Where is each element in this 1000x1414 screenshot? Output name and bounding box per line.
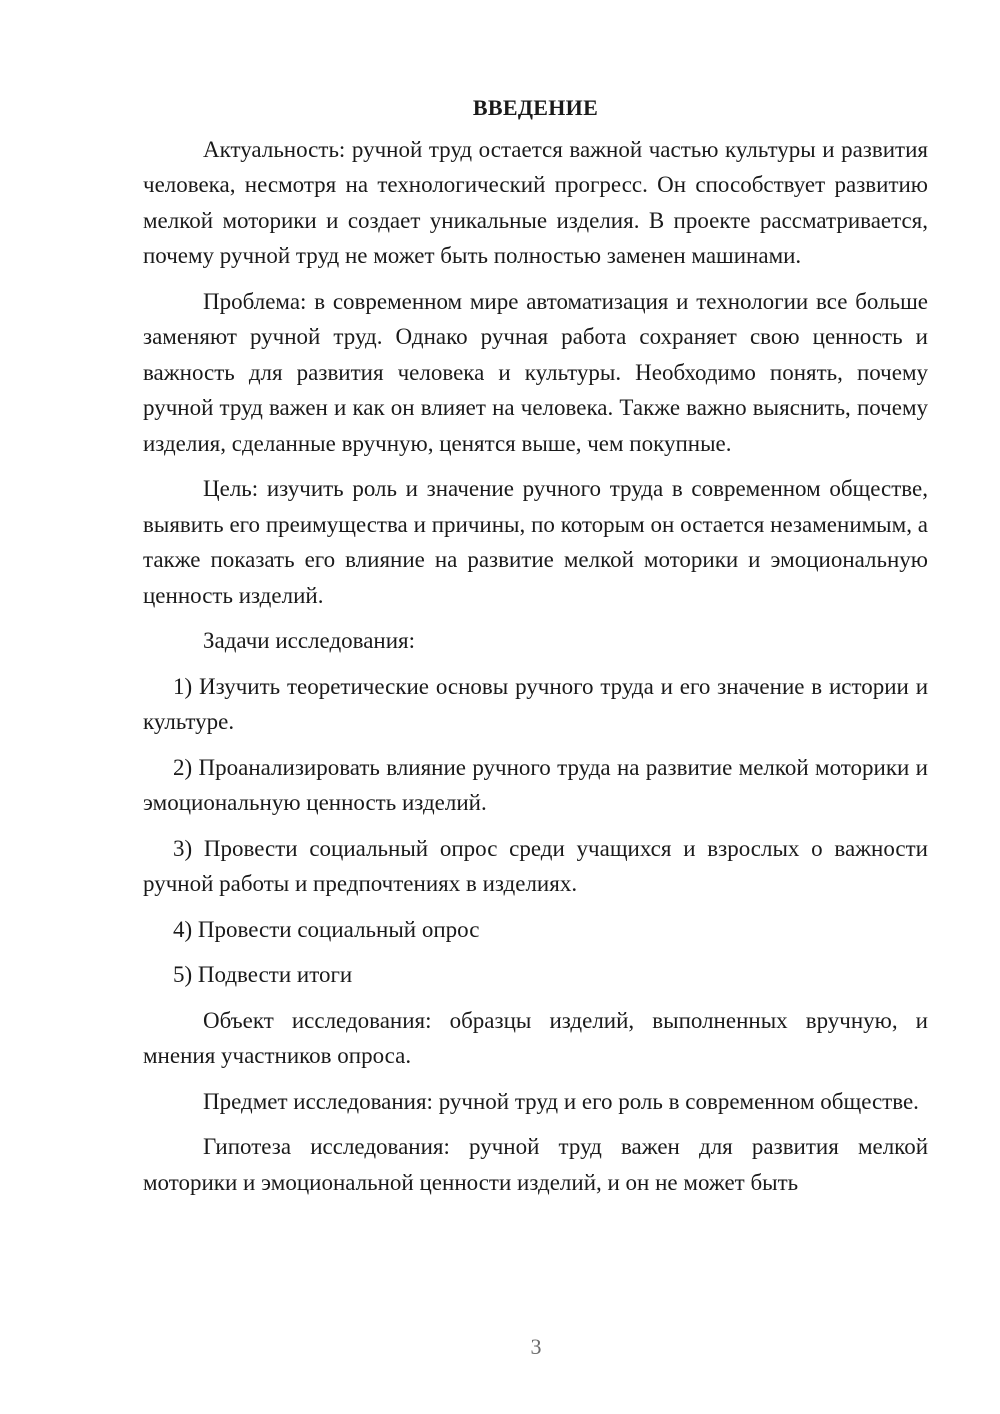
tasks-heading: Задачи исследования: bbox=[203, 628, 416, 653]
task-item-5: 5) Подвести итоги bbox=[173, 962, 353, 987]
page-title: ВВЕДЕНИЕ bbox=[472, 95, 599, 120]
task-item-2: 2) Проанализировать влияние ручного труда на развитие мелкой моторики и эмоциональную ценность изделий. bbox=[143, 754, 928, 815]
paragraph-object: Объект исследования: образцы изделий, выполненных вручную, и мнения участников опроса. bbox=[143, 1007, 928, 1068]
page-number: 3 bbox=[530, 1334, 542, 1359]
task-item-4: 4) Провести социальный опрос bbox=[173, 916, 480, 942]
paragraph-relevance: Актуальность: ручной труд остается важной частью культуры и развития человека, несмотря на технологический прогресс. Он способствует развитию мелкой моторики и создает уникальные изделия. В проекте рассматривается, почему ручной труд не может быть полностью заменен машинами. bbox=[143, 136, 928, 268]
task-item-1: 1) Изучить теоретические основы ручного труда и его значение в истории и культуре. bbox=[143, 673, 928, 734]
paragraph-problem: Проблема: в современном мире автоматизация и технологии все больше заменяют ручной труд. Однако ручная работа сохраняет свою ценность и важность для развития человека и культуры. Необходимо понять, почему ручной труд важен и как он влияет на человека. Также важно выяснить, почему изделия, сделанные вручную, ценятся выше, чем покупные. bbox=[143, 288, 928, 456]
paragraph-goal: Цель: изучить роль и значение ручного труда в современном обществе, выявить его преимущества и причины, по которым он остается незаменимым, а также показать его влияние на развитие мелкой моторики и эмоциональную ценность изделий. bbox=[143, 476, 928, 608]
paragraph-subject: Предмет исследования: ручной труд и его роль в современном обществе. bbox=[203, 1088, 919, 1114]
paragraph-hypothesis: Гипотеза исследования: ручной труд важен для развития мелкой моторики и эмоциональной ценности изделий, и он не может быть bbox=[143, 1134, 928, 1195]
task-item-3: 3) Провести социальный опрос среди учащихся и взрослых о важности ручной работы и предпочтениях в изделиях. bbox=[143, 835, 928, 896]
page-content bbox=[143, 90, 928, 1200]
